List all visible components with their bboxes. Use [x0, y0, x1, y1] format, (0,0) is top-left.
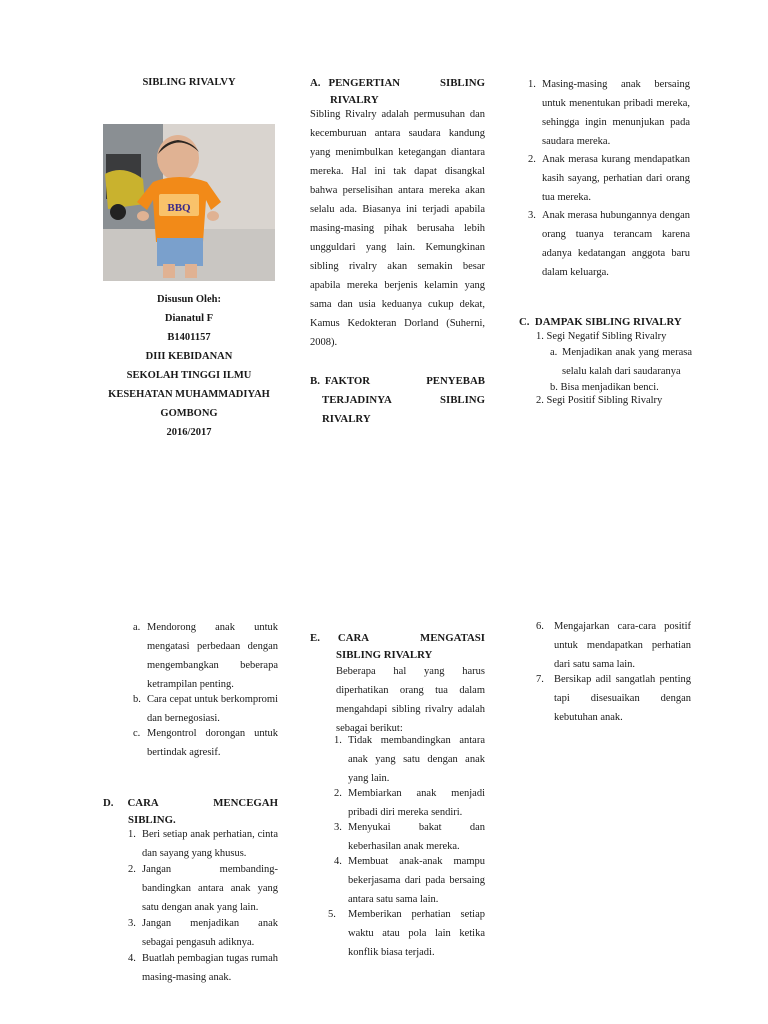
list-item: c. Mengontrol dorongan untuk bertindak agresif.	[133, 728, 278, 758]
list-item: 2. Membiarkan anak menjadi pribadi diri mereka sendiri.	[334, 788, 485, 818]
author-line: Disusun Oleh:	[157, 294, 221, 305]
section-b-title-word: FAKTOR	[324, 375, 371, 387]
handling-list-continued	[536, 617, 691, 727]
section-letter: E.	[310, 632, 320, 644]
list-item: b. Cara cepat untuk berkompromi dan bernegosiasi.	[133, 694, 278, 724]
list-item: 1. Segi Negatif Sibling Rivalry	[536, 331, 667, 342]
section-d-title-line2: SIBLING.	[128, 814, 176, 826]
author-line: GOMBONG	[160, 408, 218, 419]
section-e-title-word: MENGATASI	[420, 632, 485, 644]
handling-list	[328, 731, 485, 962]
section-e-title-line2: SIBLING RIVALRY	[336, 649, 433, 661]
list-item: 2. Segi Positif Sibling Rivalry	[536, 395, 663, 406]
section-letter: A.	[310, 77, 321, 89]
section-letter: C.	[519, 316, 530, 328]
positive-list	[133, 618, 278, 762]
list-item: 3. Menyukai bakat dan keberhasilan anak mereka.	[334, 822, 485, 852]
author-line: Dianatul F	[164, 313, 214, 324]
author-line: SEKOLAH TINGGI ILMU	[126, 370, 252, 381]
list-item: a. Mendorong anak untuk mengatasi perbedaan dengan mengembangkan beberapa ketrampilan penting.	[133, 622, 278, 690]
section-d-title-word: CARA	[127, 797, 159, 809]
section-c-body	[536, 330, 692, 407]
section-a-heading	[310, 77, 485, 106]
section-c-heading	[519, 316, 699, 328]
section-b-title-word: SIBLING	[439, 394, 485, 406]
prevention-list	[128, 825, 278, 987]
author-block	[103, 290, 275, 442]
list-item: 1. Beri setiap anak perhatian, cinta dan sayang yang khusus.	[128, 829, 278, 859]
list-item: 6. Mengajarkan cara-cara positif untuk mendapatkan perhatian dari satu sama lain.	[536, 621, 691, 670]
section-b-title-word: PENYEBAB	[426, 375, 485, 387]
author-line: DIII KEBIDANAN	[145, 351, 233, 362]
list-item: 3. Anak merasa hubungannya dengan orang tuanya terancam karena adanya kedatangan anggota baru dalam keluarga.	[528, 210, 690, 278]
list-item: a. Menjadikan anak yang merasa selalu kalah dari saudaranya	[550, 347, 692, 377]
section-a-title-word: SIBLING	[439, 77, 485, 89]
section-b-title-word: TERJADINYA	[322, 394, 392, 406]
author-line: KESEHATAN MUHAMMADIYAH	[108, 389, 270, 400]
list-item: 1. Masing-masing anak bersaing untuk menentukan pribadi mereka, sehingga ingin menunjukan pada saudara mereka.	[528, 79, 690, 147]
section-a-title-line2: RIVALRY	[330, 94, 379, 106]
causes-list	[528, 75, 690, 282]
list-item: 4. Membuat anak-anak mampu bekerjasama dari pada bersaing antara satu sama lain.	[334, 856, 485, 905]
author-line: B1401157	[167, 332, 211, 343]
section-e-intro: Beberapa hal yang harus diperhatikan orang tua dalam mengahdapi sibling rivalry adalah sebagai berikut:	[336, 666, 485, 734]
list-item: 3. Jangan menjadikan anak sebagai pengasuh adiknya.	[128, 918, 278, 948]
section-a-body: Sibling Rivalry adalah permusuhan dan kecemburuan antara saudara kandung yang menimbulkan ketegangan diantara mereka. Hal ini tak dapat disangkal bahwa perselisihan antara mereka akan selalu ada. Biasanya ini terjadi apabila masing-masing pihak berusaha lebih ungguldari yang lain. Kemungkinan sibling rivalry akan semakin besar apabila mereka berjenis kelamin yang sama dan usia keduanya cukup dekat, Kamus Kedokteran Dorland (Suherni, 2008).	[310, 109, 485, 348]
shirt-print: BBQ	[167, 202, 191, 214]
section-b-title-line3: RIVALRY	[322, 413, 371, 425]
author-line: 2016/2017	[166, 427, 212, 438]
list-item: 1. Tidak membandingkan antara anak yang satu dengan anak yang lain.	[334, 735, 485, 784]
child-photo	[103, 124, 275, 281]
list-item: 5. Memberikan perhatian setiap waktu atau pola lain ketika konflik biasa terjadi.	[328, 909, 485, 958]
child-photo-image	[103, 124, 275, 281]
section-letter: B.	[310, 375, 320, 387]
section-a-title-word: PENGERTIAN	[328, 77, 401, 89]
section-d-title-word: MENCEGAH	[213, 797, 278, 809]
section-b-heading	[310, 372, 485, 429]
list-item: 2. Jangan membanding-bandingkan antara anak yang satu dengan anak yang lain.	[128, 864, 278, 913]
section-e-title-word: CARA	[337, 632, 370, 644]
section-d-heading	[103, 797, 278, 826]
list-item: 2. Anak merasa kurang mendapatkan kasih sayang, perhatian dari orang tua mereka.	[528, 154, 690, 203]
section-letter: D.	[103, 797, 114, 809]
list-item: 7. Bersikap adil sangatlah penting tapi disesuaikan dengan kebutuhan anak.	[536, 674, 691, 723]
document-title: SIBLING RIVALVY	[142, 77, 236, 88]
list-item: b. Bisa menjadikan benci.	[550, 382, 659, 393]
section-c-title: DAMPAK SIBLING RIVALRY	[534, 316, 682, 328]
list-item: 4. Buatlah pembagian tugas rumah masing-masing anak.	[128, 953, 278, 983]
section-e-heading	[310, 632, 485, 661]
